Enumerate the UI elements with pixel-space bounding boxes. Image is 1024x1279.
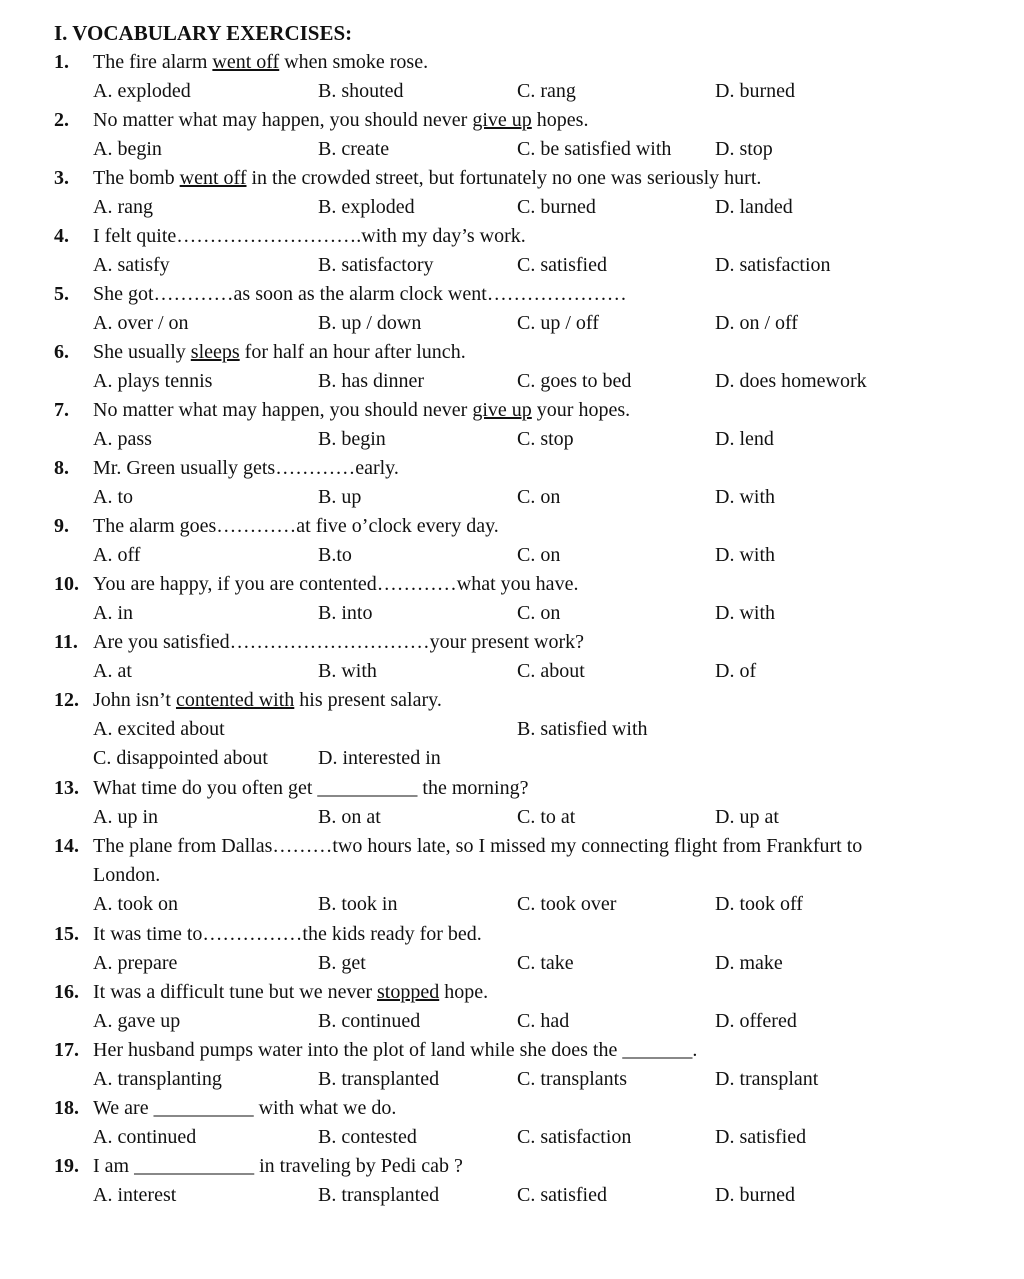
question-13 bbox=[0, 774, 1024, 832]
underlined-phrase: went off bbox=[179, 167, 247, 189]
question-text bbox=[93, 280, 627, 309]
question-stem bbox=[0, 396, 1024, 425]
question-16 bbox=[0, 978, 1024, 1036]
answer-option: A. begin bbox=[93, 138, 162, 160]
question-stem bbox=[0, 454, 1024, 483]
question-stem bbox=[0, 280, 1024, 309]
answer-option: D. interested in bbox=[318, 747, 441, 769]
question-stem bbox=[0, 106, 1024, 135]
answer-option: D. landed bbox=[715, 196, 793, 218]
answer-options bbox=[0, 715, 1024, 744]
question-3 bbox=[0, 164, 1024, 222]
underlined-phrase: went off bbox=[212, 51, 280, 73]
answer-option: C. about bbox=[517, 660, 585, 682]
question-text-start: She usually bbox=[93, 341, 191, 363]
answer-option: A. excited about bbox=[93, 718, 225, 740]
question-2 bbox=[0, 106, 1024, 164]
question-stem bbox=[0, 978, 1024, 1007]
question-number: 12. bbox=[54, 689, 79, 711]
question-stem bbox=[0, 686, 1024, 715]
answer-option: B. took in bbox=[318, 893, 398, 915]
question-9 bbox=[0, 512, 1024, 570]
question-text-end: his present salary. bbox=[294, 689, 442, 711]
question-number: 5. bbox=[54, 283, 69, 305]
question-text-start: The alarm goes…………at five o’clock every day. bbox=[93, 515, 499, 537]
answer-option: C. on bbox=[517, 544, 561, 566]
answer-blank: __________ bbox=[153, 1097, 254, 1119]
answer-option: B. transplanted bbox=[318, 1184, 440, 1206]
question-number: 16. bbox=[54, 981, 79, 1003]
answer-option: B. shouted bbox=[318, 80, 404, 102]
answer-options bbox=[0, 1181, 1024, 1210]
question-8 bbox=[0, 454, 1024, 512]
answer-option: B. get bbox=[318, 952, 366, 974]
answer-option: B. exploded bbox=[318, 196, 415, 218]
question-4 bbox=[0, 222, 1024, 280]
section-heading: I. VOCABULARY EXERCISES: bbox=[54, 21, 353, 45]
question-text-start: The plane from Dallas………two hours late, so I missed my connecting flight from Frankfurt to bbox=[93, 835, 863, 857]
answer-option: B. up bbox=[318, 486, 362, 508]
answer-options bbox=[0, 367, 1024, 396]
underlined-phrase: give up bbox=[472, 399, 532, 421]
answer-options bbox=[0, 599, 1024, 628]
question-text-end: for half an hour after lunch. bbox=[239, 341, 466, 363]
question-17 bbox=[0, 1036, 1024, 1094]
answer-option: A. up in bbox=[93, 806, 158, 828]
answer-option: C. take bbox=[517, 952, 574, 974]
question-text-end: the morning? bbox=[417, 777, 529, 799]
question-text-end: with what we do. bbox=[253, 1097, 397, 1119]
question-number: 19. bbox=[54, 1155, 79, 1177]
answer-option: D. with bbox=[715, 544, 775, 566]
question-text bbox=[93, 978, 488, 1007]
answer-options bbox=[0, 251, 1024, 280]
answer-option: A. at bbox=[93, 660, 132, 682]
answer-option: B. create bbox=[318, 138, 390, 160]
answer-option: C. up / off bbox=[517, 312, 599, 334]
question-text bbox=[93, 48, 428, 77]
question-5 bbox=[0, 280, 1024, 338]
question-text-start: I am bbox=[93, 1155, 135, 1177]
question-number: 15. bbox=[54, 923, 79, 945]
question-text-start: What time do you often get bbox=[93, 777, 318, 799]
question-text bbox=[93, 106, 588, 135]
question-stem bbox=[0, 512, 1024, 541]
answer-options bbox=[0, 77, 1024, 106]
question-15 bbox=[0, 920, 1024, 978]
question-6 bbox=[0, 338, 1024, 396]
question-text-start: Mr. Green usually gets…………early. bbox=[93, 457, 399, 479]
underlined-phrase: sleeps bbox=[190, 341, 240, 363]
answer-option: C. stop bbox=[517, 428, 574, 450]
question-number: 3. bbox=[54, 167, 69, 189]
underlined-phrase: contented with bbox=[175, 689, 295, 711]
answer-option: A. off bbox=[93, 544, 141, 566]
answer-option: C. rang bbox=[517, 80, 576, 102]
answer-options bbox=[0, 483, 1024, 512]
answer-option: A. rang bbox=[93, 196, 153, 218]
question-stem bbox=[0, 920, 1024, 949]
answer-options bbox=[0, 425, 1024, 454]
answer-option: A. prepare bbox=[93, 952, 178, 974]
question-text-start: We are bbox=[93, 1097, 154, 1119]
underlined-phrase: stopped bbox=[376, 981, 440, 1003]
question-text-start: It was a difficult tune but we never bbox=[93, 981, 377, 1003]
question-number: 10. bbox=[54, 573, 79, 595]
question-text-start: Her husband pumps water into the plot of land while she does the bbox=[93, 1039, 623, 1061]
question-stem-continued bbox=[0, 861, 1024, 890]
question-text bbox=[93, 512, 499, 541]
question-stem bbox=[0, 570, 1024, 599]
question-1 bbox=[0, 48, 1024, 106]
question-text-start: She got…………as soon as the alarm clock went………………… bbox=[93, 283, 627, 305]
answer-option: D. up at bbox=[715, 806, 779, 828]
answer-option: C. goes to bed bbox=[517, 370, 632, 392]
answer-options bbox=[0, 1065, 1024, 1094]
question-10 bbox=[0, 570, 1024, 628]
question-number: 4. bbox=[54, 225, 69, 247]
question-7 bbox=[0, 396, 1024, 454]
question-text-start: The bomb bbox=[93, 167, 180, 189]
answer-option: B.to bbox=[318, 544, 352, 566]
question-number: 13. bbox=[54, 777, 79, 799]
answer-blank: __________ bbox=[317, 777, 418, 799]
question-text-end: in the crowded street, but fortunately no one was seriously hurt. bbox=[246, 167, 762, 189]
answer-option: D. lend bbox=[715, 428, 774, 450]
answer-option: D. stop bbox=[715, 138, 773, 160]
answer-option: B. satisfactory bbox=[318, 254, 434, 276]
answer-options bbox=[0, 1123, 1024, 1152]
answer-blank: ____________ bbox=[134, 1155, 255, 1177]
question-stem bbox=[0, 338, 1024, 367]
question-text bbox=[93, 774, 528, 803]
answer-option: C. to at bbox=[517, 806, 576, 828]
question-stem bbox=[0, 1094, 1024, 1123]
question-stem bbox=[0, 164, 1024, 193]
answer-option: A. exploded bbox=[93, 80, 191, 102]
answer-option: C. had bbox=[517, 1010, 570, 1032]
answer-options bbox=[0, 949, 1024, 978]
answer-option: D. took off bbox=[715, 893, 803, 915]
answer-option: B. with bbox=[318, 660, 377, 682]
answer-option: D. burned bbox=[715, 80, 795, 102]
answer-option: D. with bbox=[715, 486, 775, 508]
question-text bbox=[93, 628, 584, 657]
answer-option: A. gave up bbox=[93, 1010, 181, 1032]
question-text bbox=[93, 1094, 396, 1123]
question-text-continued: London. bbox=[93, 864, 161, 886]
question-text bbox=[93, 164, 761, 193]
question-text-end: hope. bbox=[439, 981, 489, 1003]
answer-option: B. up / down bbox=[318, 312, 422, 334]
answer-options bbox=[0, 890, 1024, 919]
answer-option: A. satisfy bbox=[93, 254, 170, 276]
answer-option: D. satisfaction bbox=[715, 254, 831, 276]
question-number: 7. bbox=[54, 399, 69, 421]
question-number: 17. bbox=[54, 1039, 79, 1061]
question-11 bbox=[0, 628, 1024, 686]
answer-option: B. into bbox=[318, 602, 373, 624]
answer-option: B. begin bbox=[318, 428, 386, 450]
question-19 bbox=[0, 1152, 1024, 1210]
answer-option: B. continued bbox=[318, 1010, 421, 1032]
answer-option: C. transplants bbox=[517, 1068, 627, 1090]
question-number: 1. bbox=[54, 51, 69, 73]
answer-option: A. over / on bbox=[93, 312, 189, 334]
answer-option: D. satisfied bbox=[715, 1126, 807, 1148]
question-number: 8. bbox=[54, 457, 69, 479]
answer-option: A. took on bbox=[93, 893, 178, 915]
answer-option: C. be satisfied with bbox=[517, 138, 672, 160]
question-stem bbox=[0, 1036, 1024, 1065]
answer-options bbox=[0, 541, 1024, 570]
answer-blank: _______ bbox=[622, 1039, 693, 1061]
question-text bbox=[93, 338, 466, 367]
question-text bbox=[93, 570, 578, 599]
question-number: 18. bbox=[54, 1097, 79, 1119]
question-14 bbox=[0, 832, 1024, 919]
answer-option: C. took over bbox=[517, 893, 617, 915]
answer-option: D. of bbox=[715, 660, 757, 682]
answer-options bbox=[0, 135, 1024, 164]
answer-options bbox=[0, 193, 1024, 222]
question-18 bbox=[0, 1094, 1024, 1152]
question-text-end: when smoke rose. bbox=[279, 51, 429, 73]
answer-option: B. contested bbox=[318, 1126, 417, 1148]
question-text-start: You are happy, if you are contented…………what you have. bbox=[93, 573, 579, 595]
question-12 bbox=[0, 686, 1024, 773]
question-text bbox=[93, 1152, 463, 1181]
answer-option: A. in bbox=[93, 602, 133, 624]
question-text-start: I felt quite……………………….with my day’s work. bbox=[93, 225, 526, 247]
question-stem bbox=[0, 628, 1024, 657]
answer-option: C. satisfied bbox=[517, 254, 607, 276]
answer-option: A. interest bbox=[93, 1184, 177, 1206]
question-text-end: your hopes. bbox=[531, 399, 631, 421]
question-text bbox=[93, 454, 399, 483]
answer-option: B. has dinner bbox=[318, 370, 425, 392]
question-text bbox=[93, 920, 482, 949]
answer-option: A. to bbox=[93, 486, 133, 508]
answer-option: D. make bbox=[715, 952, 783, 974]
question-text-start: The fire alarm bbox=[93, 51, 213, 73]
answer-option: D. on / off bbox=[715, 312, 798, 334]
answer-option: B. on at bbox=[318, 806, 381, 828]
question-number: 14. bbox=[54, 835, 79, 857]
answer-option: B. transplanted bbox=[318, 1068, 440, 1090]
answer-option: C. satisfaction bbox=[517, 1126, 632, 1148]
question-text bbox=[93, 1036, 697, 1065]
answer-option: C. on bbox=[517, 602, 561, 624]
question-number: 6. bbox=[54, 341, 69, 363]
question-text bbox=[93, 222, 526, 251]
answer-options bbox=[0, 803, 1024, 832]
question-stem bbox=[0, 1152, 1024, 1181]
question-text-start: John isn’t bbox=[93, 689, 176, 711]
question-number: 9. bbox=[54, 515, 69, 537]
answer-option: D. with bbox=[715, 602, 775, 624]
answer-option: A. pass bbox=[93, 428, 152, 450]
underlined-phrase: give up bbox=[472, 109, 532, 131]
question-stem bbox=[0, 774, 1024, 803]
answer-option: D. offered bbox=[715, 1010, 797, 1032]
question-text-start: No matter what may happen, you should never bbox=[93, 399, 473, 421]
answer-option: B. satisfied with bbox=[517, 718, 648, 740]
question-text-end: . bbox=[692, 1039, 698, 1061]
question-text-start: No matter what may happen, you should never bbox=[93, 109, 473, 131]
question-number: 2. bbox=[54, 109, 69, 131]
question-text-start: It was time to……………the kids ready for bed. bbox=[93, 923, 482, 945]
question-text bbox=[93, 832, 862, 861]
question-stem bbox=[0, 48, 1024, 77]
question-text bbox=[93, 396, 630, 425]
answer-option: A. plays tennis bbox=[93, 370, 213, 392]
question-stem bbox=[0, 832, 1024, 861]
answer-options bbox=[0, 744, 1024, 773]
answer-option: A. continued bbox=[93, 1126, 197, 1148]
answer-option: D. does homework bbox=[715, 370, 867, 392]
answer-option: D. burned bbox=[715, 1184, 795, 1206]
question-text-end: in traveling by Pedi cab ? bbox=[254, 1155, 463, 1177]
answer-options bbox=[0, 1007, 1024, 1036]
answer-option: C. disappointed about bbox=[93, 747, 268, 769]
question-text-start: Are you satisfied…………………………your present work? bbox=[93, 631, 585, 653]
question-stem bbox=[0, 222, 1024, 251]
answer-option: C. satisfied bbox=[517, 1184, 607, 1206]
answer-option: A. transplanting bbox=[93, 1068, 222, 1090]
answer-option: D. transplant bbox=[715, 1068, 819, 1090]
answer-option: C. on bbox=[517, 486, 561, 508]
question-number: 11. bbox=[54, 631, 78, 653]
answer-option: C. burned bbox=[517, 196, 596, 218]
question-text-end: hopes. bbox=[531, 109, 589, 131]
question-text bbox=[93, 686, 442, 715]
answer-options bbox=[0, 657, 1024, 686]
answer-options bbox=[0, 309, 1024, 338]
